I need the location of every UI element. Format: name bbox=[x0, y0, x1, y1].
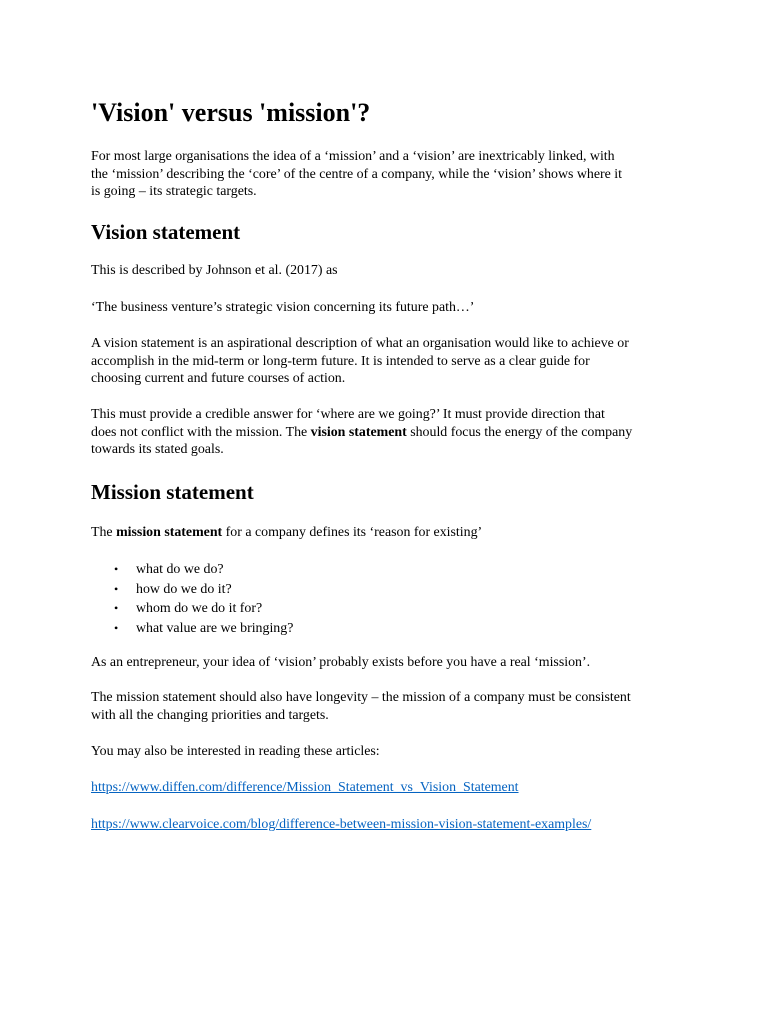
vision-description-line: A vision statement is an aspirational description of what an organisation would like to achieve or bbox=[91, 336, 629, 351]
page-title: 'Vision' versus 'mission'? bbox=[91, 98, 371, 127]
intro-paragraph bbox=[91, 148, 689, 201]
list-item-text: whom do we do it for? bbox=[136, 601, 263, 617]
vision-description-line: accomplish in the mid-term or long-term future. It is intended to serve as a clear guide for bbox=[91, 353, 590, 369]
list-item bbox=[91, 580, 293, 600]
bullet-icon: • bbox=[114, 620, 119, 635]
mission-defines-text: The bbox=[91, 525, 117, 540]
entrepreneur-paragraph: As an entrepreneur, your idea of ‘vision’ probably exists before you have a real ‘mission’. bbox=[91, 655, 591, 670]
mission-defines-text: for a company defines its ‘reason for existing’ bbox=[222, 525, 483, 540]
list-item bbox=[91, 619, 293, 639]
bullet-icon: • bbox=[114, 562, 119, 576]
vision-description-line: choosing current and future courses of action. bbox=[91, 371, 346, 387]
vision-heading: Vision statement bbox=[91, 220, 241, 244]
intro-line: is going – its strategic targets. bbox=[91, 184, 257, 200]
vision-description bbox=[91, 335, 689, 388]
list-item-text: how do we do it? bbox=[136, 581, 232, 597]
longevity-line: The mission statement should also have longevity – the mission of a company must be consistent bbox=[91, 690, 631, 705]
vision-statement-bold: vision statement bbox=[310, 424, 407, 440]
mission-defines bbox=[91, 524, 689, 542]
vision-answer-paragraph bbox=[91, 406, 689, 459]
intro-line: For most large organisations the idea of a ‘mission’ and a ‘vision’ are inextricably linked, with bbox=[91, 149, 615, 164]
list-item-text: what value are we bringing? bbox=[136, 620, 294, 636]
diffen-article-link[interactable]: https://www.diffen.com/difference/Mission_Statement_vs_Vision_Statement bbox=[91, 780, 519, 795]
vision-answer-line bbox=[91, 424, 689, 442]
bullet-icon: • bbox=[114, 581, 119, 596]
bullet-icon: • bbox=[114, 601, 119, 616]
mission-questions-list bbox=[91, 560, 293, 638]
mission-statement-bold: mission statement bbox=[116, 525, 223, 540]
vision-answer-line: This must provide a credible answer for ‘where are we going?’ It must provide direction that bbox=[91, 407, 605, 422]
longevity-line: with all the changing priorities and targets. bbox=[91, 707, 329, 723]
list-item bbox=[91, 560, 293, 580]
vision-answer-line: towards its stated goals. bbox=[91, 442, 224, 458]
clearvoice-article-link[interactable]: https://www.clearvoice.com/blog/difference-between-mission-vision-statement-examples/ bbox=[91, 817, 592, 832]
longevity-paragraph bbox=[91, 689, 689, 724]
vision-answer-text: does not conflict with the mission. The bbox=[91, 424, 311, 440]
intro-line: the ‘mission’ describing the ‘core’ of the centre of a company, while the ‘vision’ shows where it bbox=[91, 166, 623, 182]
vision-quote: ‘The business venture’s strategic vision concerning its future path…’ bbox=[91, 300, 475, 315]
vision-answer-text: should focus the energy of the company bbox=[406, 424, 633, 440]
further-reading-paragraph: You may also be interested in reading these articles: bbox=[91, 744, 380, 759]
vision-described-by: This is described by Johnson et al. (2017) as bbox=[91, 263, 338, 278]
mission-heading: Mission statement bbox=[91, 480, 254, 504]
list-item-text: what do we do? bbox=[136, 562, 224, 577]
list-item bbox=[91, 599, 293, 619]
